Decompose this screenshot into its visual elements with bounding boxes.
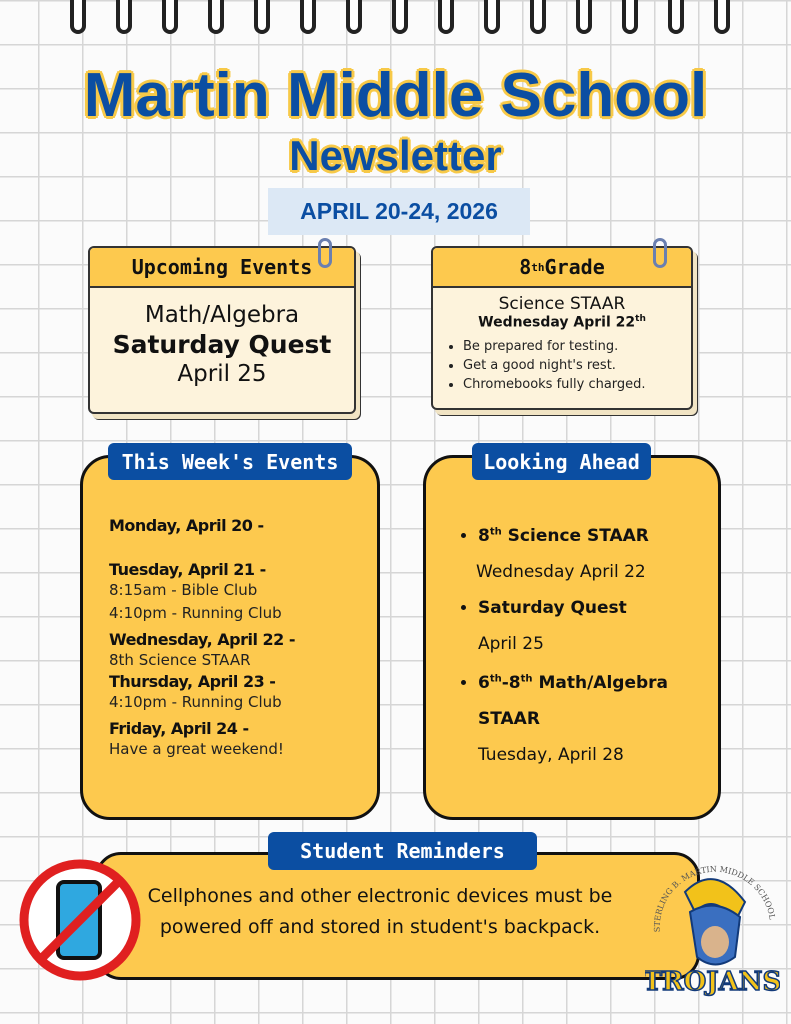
this-week-box (80, 455, 380, 820)
reminders-box (95, 852, 700, 980)
event-item: 8th Science STAAR (109, 651, 251, 669)
upcoming-events-card (88, 246, 356, 414)
svg-text:STERLING B. MARTIN MIDDLE SCHO: STERLING B. MARTIN MIDDLE SCHOOL (652, 864, 777, 933)
grade8-title: Science STAAR (498, 294, 626, 314)
upcoming-line1: Math/Algebra (144, 302, 300, 328)
bullet: • Be prepared for testing. (463, 337, 691, 356)
paperclip-icon (318, 238, 332, 268)
looking-ahead-heading: Looking Ahead (472, 443, 651, 480)
upcoming-line3: April 25 (177, 361, 267, 387)
newsletter-title: Martin Middle School (83, 61, 708, 130)
looking-ahead-item: • 6th-8th Math/Algebra STAAR Tuesday, April 28 (478, 662, 718, 774)
grade8-card (431, 246, 693, 410)
grade8-heading: 8 th Grade (433, 248, 691, 288)
event-item: 4:10pm - Running Club (109, 693, 282, 711)
svg-text:TROJANS: TROJANS (645, 967, 780, 997)
looking-ahead-item: • 8th Science STAAR Wednesday April 22 (478, 514, 718, 590)
day-heading: Thursday, April 23 - (109, 672, 276, 691)
event-item: Have a great weekend! (109, 740, 284, 758)
no-phone-icon (18, 858, 142, 982)
bullet: • Chromebooks fully charged. (463, 375, 691, 394)
grade8-date: Wednesday April 22th (478, 314, 646, 331)
reminder-text: Cellphones and other electronic devices must be powered off and stored in student's backpack. (147, 885, 613, 938)
looking-ahead-box (423, 455, 721, 820)
day-heading: Wednesday, April 22 - (109, 630, 295, 649)
event-item: 4:10pm - Running Club (109, 604, 282, 622)
upcoming-line2: Saturday Quest (112, 330, 332, 359)
reminders-heading: Student Reminders (268, 832, 537, 870)
day-heading: Monday, April 20 - (109, 516, 264, 535)
looking-ahead-list (426, 458, 718, 773)
event-item: 8:15am - Bible Club (109, 581, 258, 599)
upcoming-events-heading: Upcoming Events (90, 248, 354, 288)
bullet: • Get a good night's rest. (463, 356, 691, 375)
this-week-heading: This Week's Events (108, 443, 352, 480)
spiral-binding (70, 0, 730, 34)
paperclip-icon (653, 238, 667, 268)
grade8-bullets (463, 337, 691, 394)
day-heading: Tuesday, April 21 - (109, 560, 266, 579)
newsletter-subtitle: Newsletter (289, 132, 502, 179)
day-heading: Friday, April 24 - (109, 719, 249, 738)
school-logo (645, 862, 780, 1002)
date-range: APRIL 20-24, 2026 (268, 188, 530, 235)
looking-ahead-item: • Saturday Quest April 25 (478, 590, 718, 662)
